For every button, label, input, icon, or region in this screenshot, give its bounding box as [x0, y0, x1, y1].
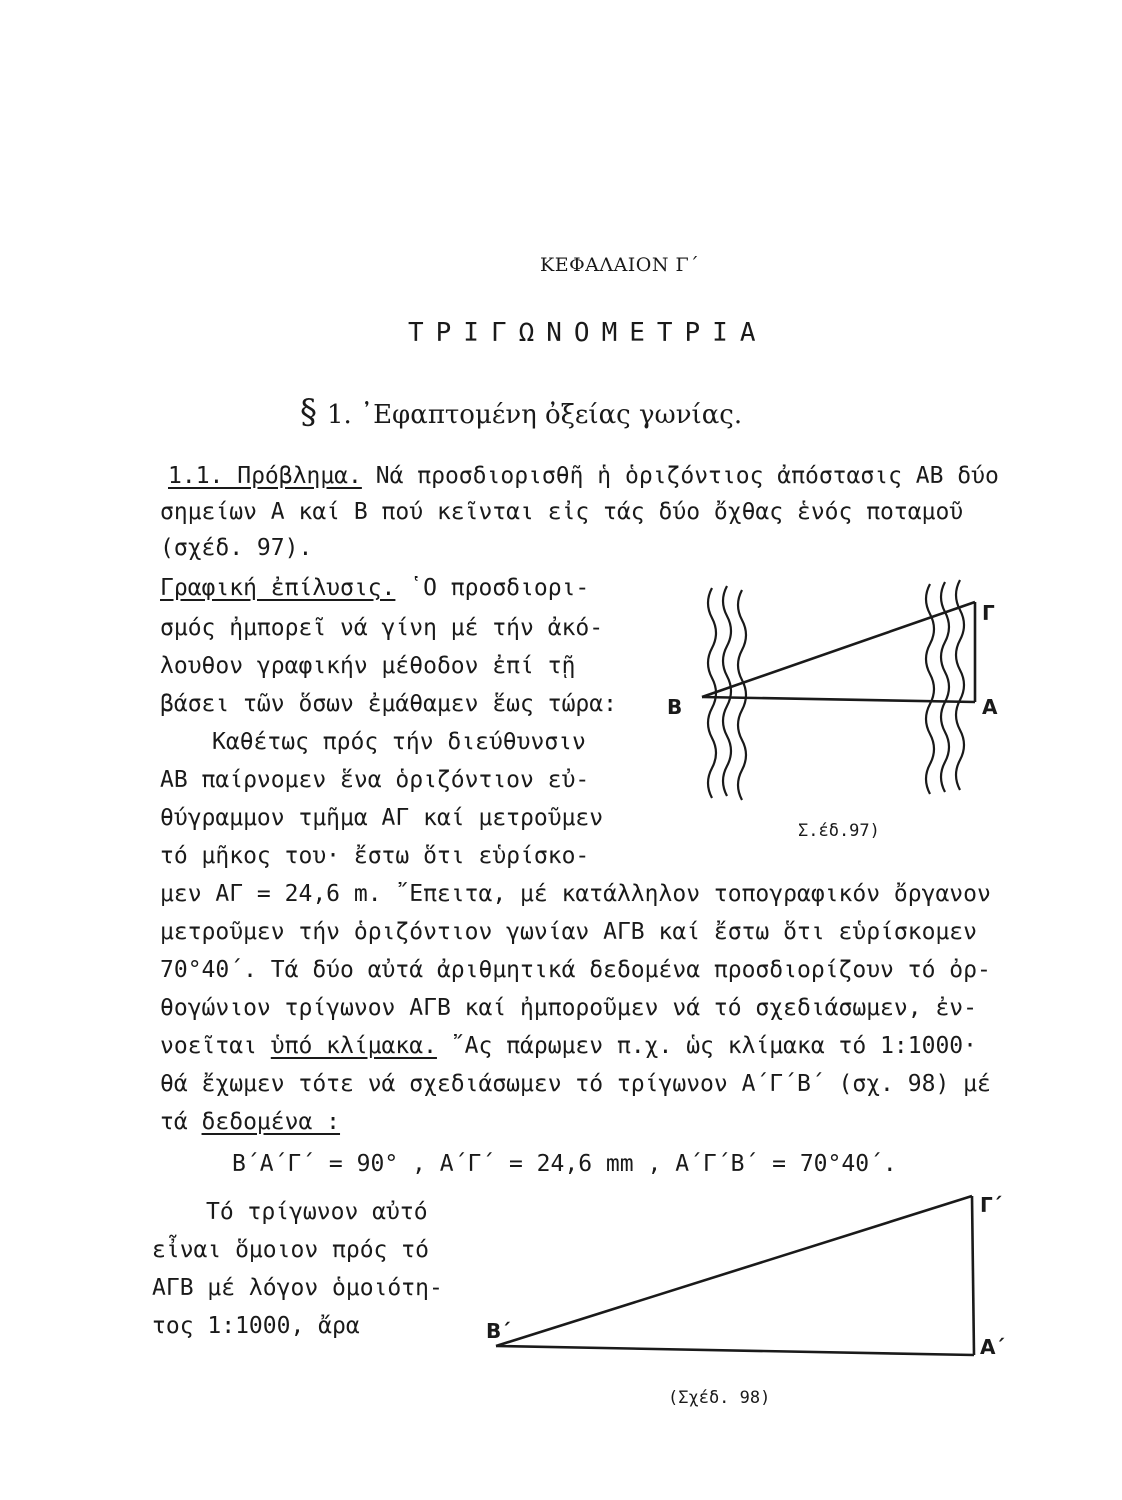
section-symbol: § — [300, 392, 317, 432]
conclusion-line-2: εἶναι ὅμοιον πρός τό — [152, 1237, 429, 1263]
solution-line-9: μεν ΑΓ = 24,6 m. ῎Επειτα, μέ κατάλληλον τοπογραφικόν ὄργανον — [160, 881, 991, 907]
solution-line-8: τό μῆκος του· ἔστω ὅτι εὑρίσκο- — [160, 843, 590, 869]
page-title: ΤΡΙΓΩΝΟΜΕΤΡΙΑ — [408, 318, 768, 348]
chapter-heading: ΚΕΦΑΛΑΙΟΝ Γ΄ — [540, 254, 700, 276]
given-angle-right: Β΄Α΄Γ΄ = 90° — [232, 1151, 399, 1177]
problem-line-3: (σχέδ. 97). — [160, 535, 313, 561]
figure-98 — [486, 1193, 1004, 1408]
solution-line-10: μετροῦμεν τήν ὁριζόντιον γωνίαν ΑΓΒ καί ἔστω ὅτι εὑρίσκομεν — [160, 919, 977, 945]
solution-text-1: ῾Ο προσδιορι- — [395, 575, 590, 601]
solution-line-4: βάσει τῶν ὅσων ἐμάθαμεν ἕως τώρα: — [160, 691, 617, 717]
given-separator-2: , — [647, 1151, 662, 1177]
fig97-caption: Σ.έδ.97) — [798, 821, 880, 841]
solution-line-5: Καθέτως πρός τήν διεύθυνσιν — [212, 729, 586, 755]
givens-heading: δεδομένα : — [201, 1109, 341, 1135]
conclusion-line-1: Τό τρίγωνον αὐτό — [206, 1199, 428, 1225]
scale-term: ὑπό κλίμακα. — [270, 1033, 437, 1059]
solution-line-12: θογώνιον τρίγωνον ΑΓΒ καί ἠμποροῦμεν νά τό σχεδιάσωμεν, ἐν- — [160, 995, 977, 1021]
fig97-label-g: Γ — [982, 601, 995, 625]
solution-line-3: λουθον γραφικήν μέθοδον ἐπί τῇ — [160, 653, 576, 679]
fig98-caption: (Σχέδ. 98) — [668, 1388, 771, 1408]
fig97-label-b: Β — [667, 695, 683, 719]
solution-line-14: θά ἔχωμεν τότε νά σχεδιάσωμεν τό τρίγωνον Α΄Γ΄Β΄ (σχ. 98) μέ — [160, 1071, 991, 1097]
section-number: 1. — [327, 400, 352, 430]
section-title: ᾿Εφαπτομένη ὀξείας γωνίας. — [360, 400, 743, 430]
solution-line-11: 70°40΄. Τά δύο αὐτά ἀριθμητικά δεδομένα προσδιορίζουν τό ὀρ- — [160, 957, 991, 983]
solution-label: Γραφική ἐπίλυσις. — [160, 575, 396, 601]
given-separator-1: , — [412, 1151, 426, 1177]
problem-text-1: Νά προσδιορισθῆ ἡ ὁριζόντιος ἀπόστασις ΑΒ δύο — [361, 463, 999, 489]
solution-line-6: ΑΒ παίρνομεν ἕνα ὁριζόντιον εὐ- — [160, 767, 590, 793]
solution-line-2: σμός ἠμπορεῖ νά γίνη μέ τήν ἀκό- — [160, 615, 604, 641]
conclusion-line-4: τος 1:1000, ἄρα — [152, 1313, 360, 1339]
fig98-label-g: Γ΄ — [980, 1193, 1002, 1217]
given-angle-acute: Α΄Γ΄Β΄ = 70°40΄. — [675, 1151, 897, 1177]
figure-97 — [667, 580, 998, 841]
given-side-length: Α΄Γ΄ = 24,6 mm — [439, 1151, 634, 1177]
fig98-label-b: Β΄ — [486, 1319, 511, 1343]
problem-line-2: σημείων Α καί Β πού κεῖνται εἰς τάς δύο ὄχθας ἑνός ποταμοῦ — [160, 499, 964, 525]
problem-label: 1.1. Πρόβλημα. — [168, 463, 362, 489]
solution-text-15: τά — [160, 1109, 202, 1135]
fig97-label-a: Α — [982, 695, 998, 719]
fig98-label-a: Α΄ — [980, 1335, 1005, 1359]
conclusion-line-3: ΑΓΒ μέ λόγον ὁμοιότη- — [152, 1275, 443, 1301]
solution-text-13a: νοεῖται — [160, 1033, 271, 1059]
triangle-98 — [496, 1196, 974, 1355]
solution-text-13b: ῎Ας πάρωμεν π.χ. ὡς κλίμακα τό 1:1000· — [436, 1033, 977, 1059]
solution-line-7: θύγραμμον τμῆμα ΑΓ καί μετροῦμεν — [160, 805, 604, 831]
